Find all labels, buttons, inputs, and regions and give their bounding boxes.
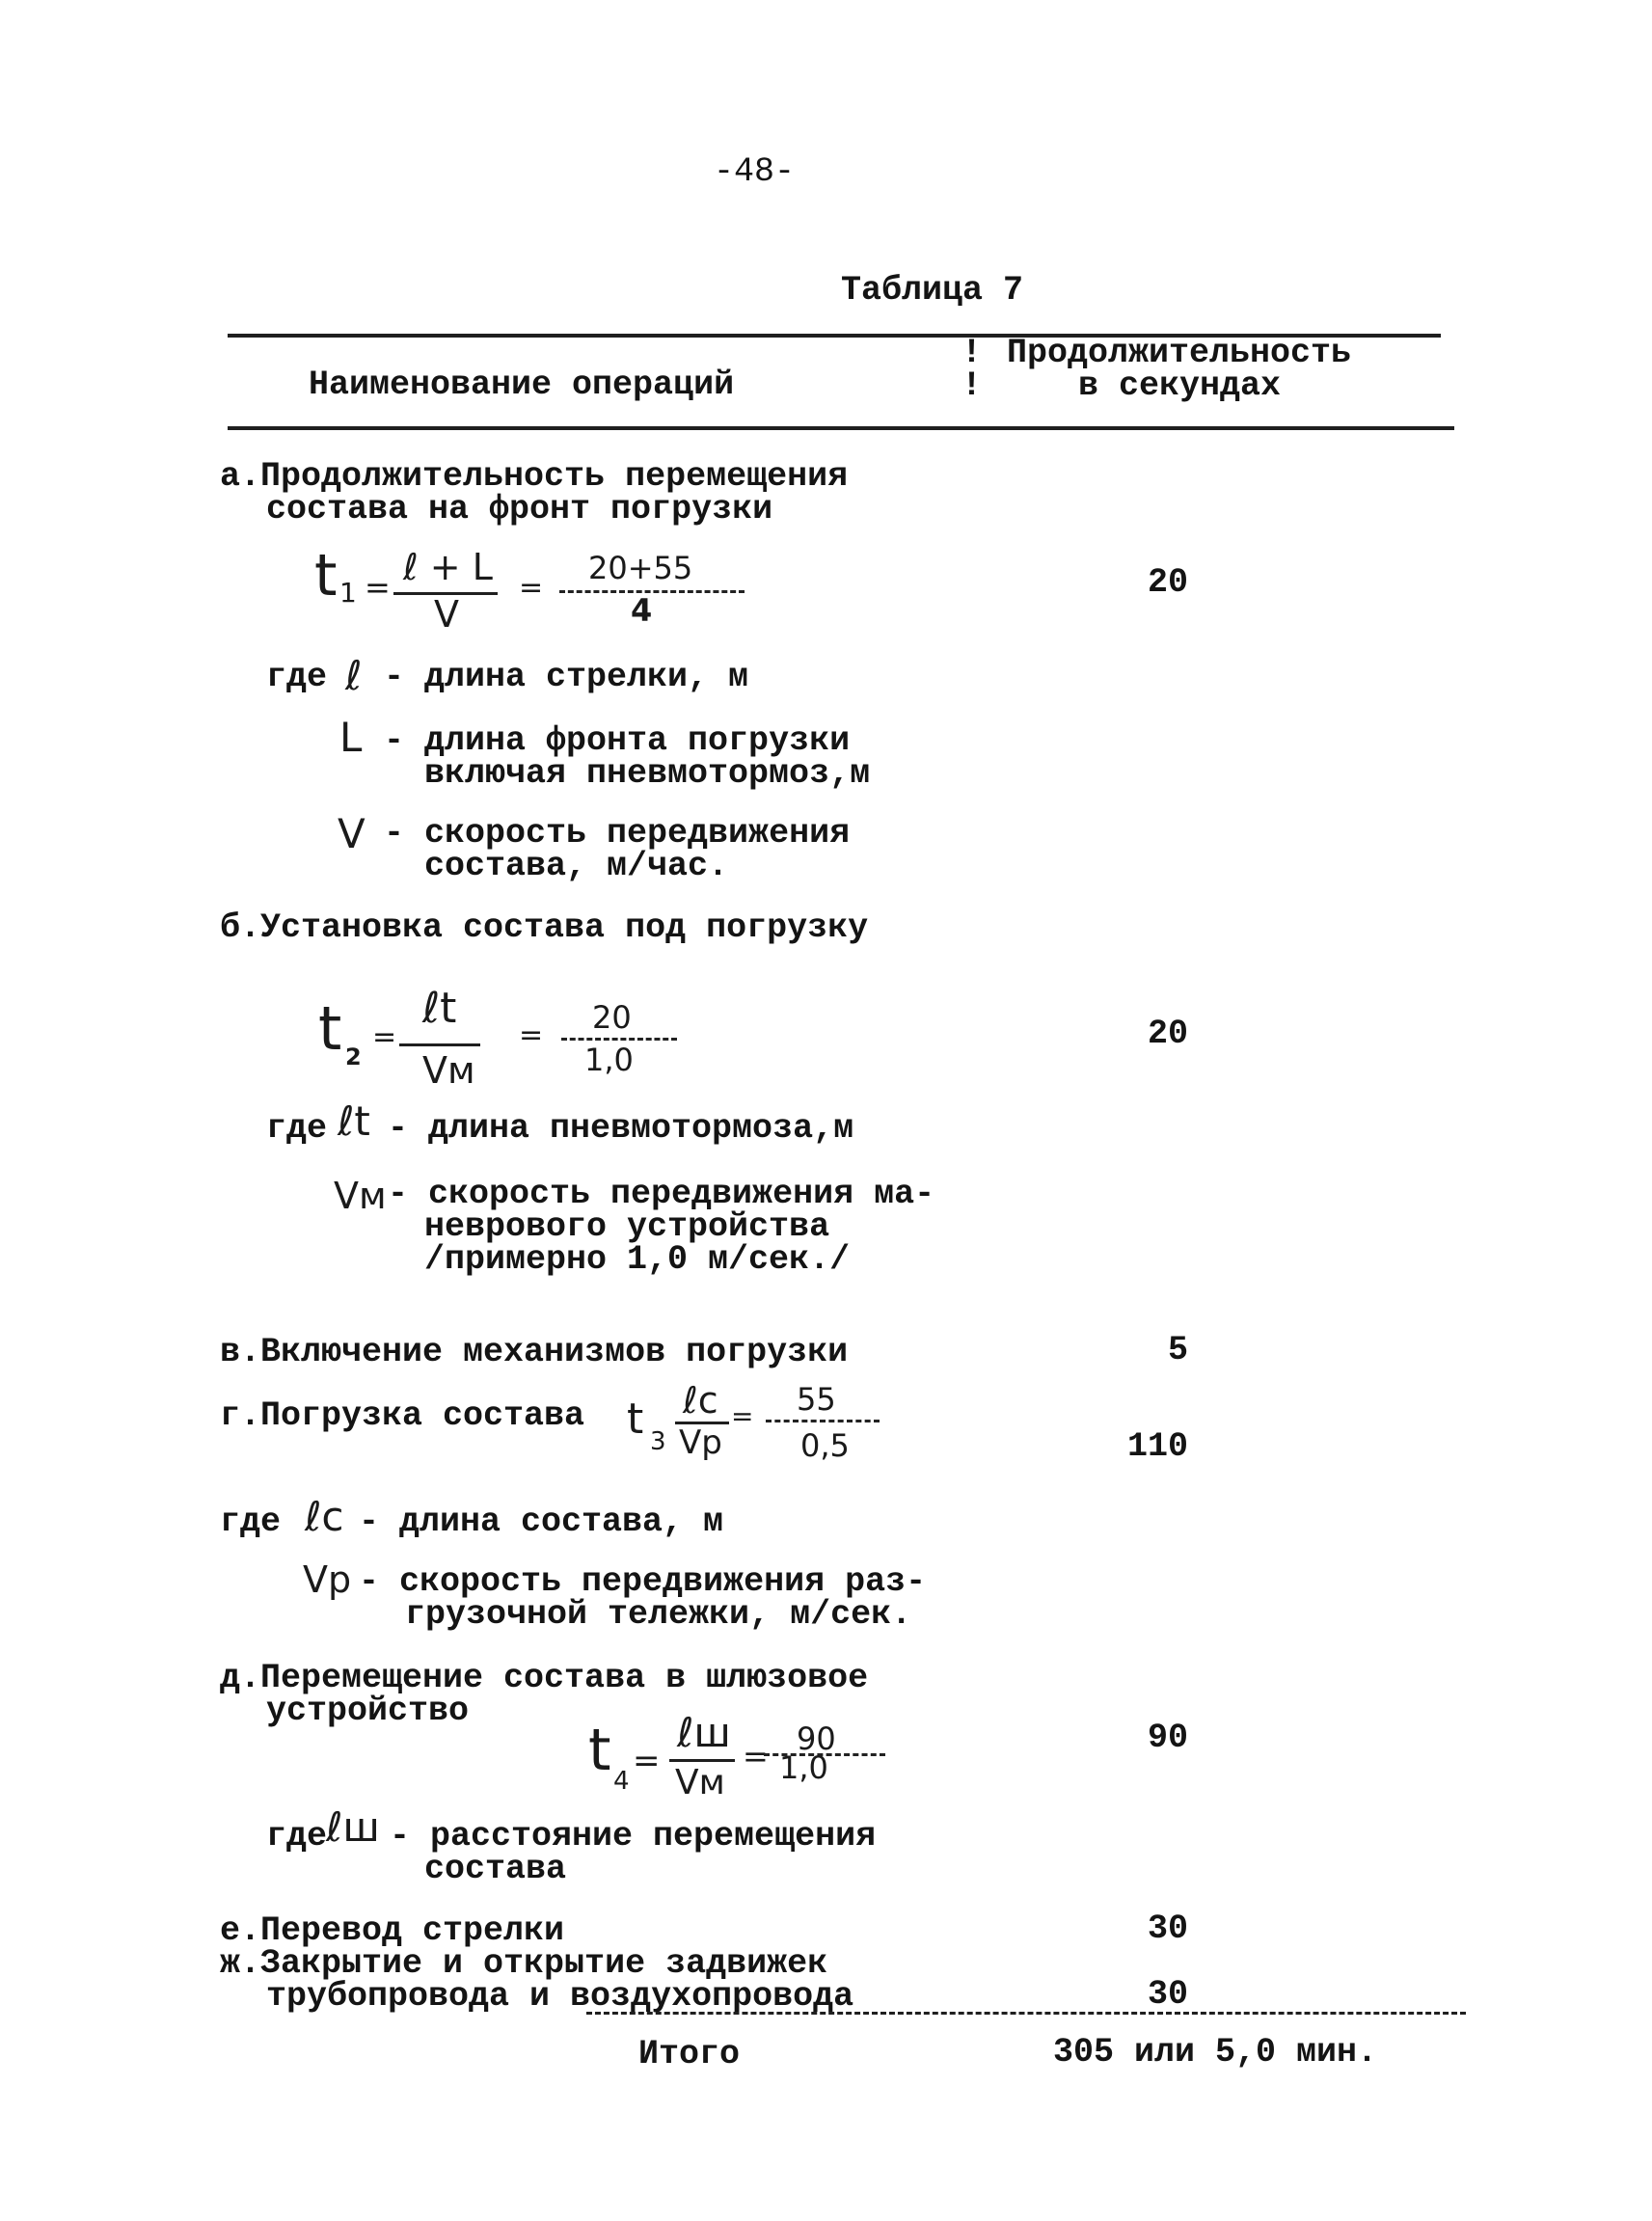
value-f: 30 xyxy=(1147,1910,1188,1948)
section-a-line2: состава на фронт погрузки xyxy=(266,490,773,528)
def-Vp-text2: грузочной тележки, м/сек. xyxy=(405,1595,912,1634)
def-lsh-text2: состава xyxy=(424,1850,567,1888)
value-g: 30 xyxy=(1147,1975,1188,2014)
value-c: 5 xyxy=(1167,1331,1188,1369)
page-number: -48- xyxy=(714,152,796,191)
header-separator: ! xyxy=(961,334,983,372)
def-V-text2: состава, м/час. xyxy=(424,847,729,885)
total-label: Итого xyxy=(638,2035,741,2073)
def-Vp-text1: - скорость передвижения раз- xyxy=(359,1562,927,1601)
where-label: где xyxy=(266,1109,328,1148)
symbol-l: ℓ xyxy=(345,652,363,699)
def-lsh-text1: - расстояние перемещения xyxy=(390,1817,877,1855)
def-V-text1: - скорость передвижения xyxy=(384,814,851,853)
def-L-text2: включая пневмотормоз,м xyxy=(424,754,871,793)
section-e-line2: устройство xyxy=(266,1692,470,1730)
section-g-line1: ж.Закрытие и открытие задвижек xyxy=(220,1944,828,1983)
def-lc-text: - длина состава, м xyxy=(359,1503,724,1541)
table-title: Таблица 7 xyxy=(841,271,1024,310)
total-value: 305 или 5,0 мин. xyxy=(1053,2033,1378,2072)
section-b-line1: б.Установка состава под погрузку xyxy=(220,908,869,947)
def-L-text1: - длина фронта погрузки xyxy=(384,721,851,760)
def-Vm-text1: - скорость передвижения ма- xyxy=(388,1175,935,1213)
where-label: где xyxy=(266,658,328,696)
symbol-L: L xyxy=(339,714,363,761)
section-f-line1: е.Перевод стрелки xyxy=(220,1911,565,1950)
header-bottom-rule xyxy=(228,426,1454,430)
section-d-line1: г.Погрузка состава xyxy=(220,1396,585,1435)
header-col-duration: Продолжительность xyxy=(1007,334,1352,372)
header-col-duration-unit: в секундах xyxy=(1078,366,1282,405)
value-e: 90 xyxy=(1147,1719,1188,1757)
header-separator: ! xyxy=(961,366,983,405)
table-bottom-rule xyxy=(586,2012,1466,2015)
section-g-line2: трубопровода и воздухопровода xyxy=(266,1977,854,2016)
symbol-lc: ℓc xyxy=(305,1493,344,1540)
value-b: 20 xyxy=(1147,1015,1188,1053)
def-lt-text: - длина пневмотормоза,м xyxy=(388,1109,854,1148)
symbol-Vp: Vр xyxy=(303,1558,352,1601)
symbol-lsh: ℓш xyxy=(326,1803,380,1851)
def-l-text: - длина стрелки, м xyxy=(384,658,749,696)
def-Vm-text3: /примерно 1,0 м/сек./ xyxy=(424,1240,851,1279)
section-e-line1: д.Перемещение состава в шлюзовое xyxy=(220,1659,869,1697)
section-c-line1: в.Включение механизмов погрузки xyxy=(220,1333,849,1371)
symbol-Vm: Vм xyxy=(334,1175,387,1217)
symbol-V: V xyxy=(338,810,366,857)
where-label: где xyxy=(220,1503,282,1541)
value-d: 110 xyxy=(1126,1427,1188,1466)
value-a: 20 xyxy=(1147,563,1188,602)
symbol-lt: ℓt xyxy=(338,1097,370,1145)
section-a-line1: а.Продолжительность перемещения xyxy=(220,457,849,496)
def-Vm-text2: неврового устройства xyxy=(424,1207,830,1246)
header-col-operations: Наименование операций xyxy=(309,366,735,404)
where-label: где xyxy=(266,1817,328,1855)
